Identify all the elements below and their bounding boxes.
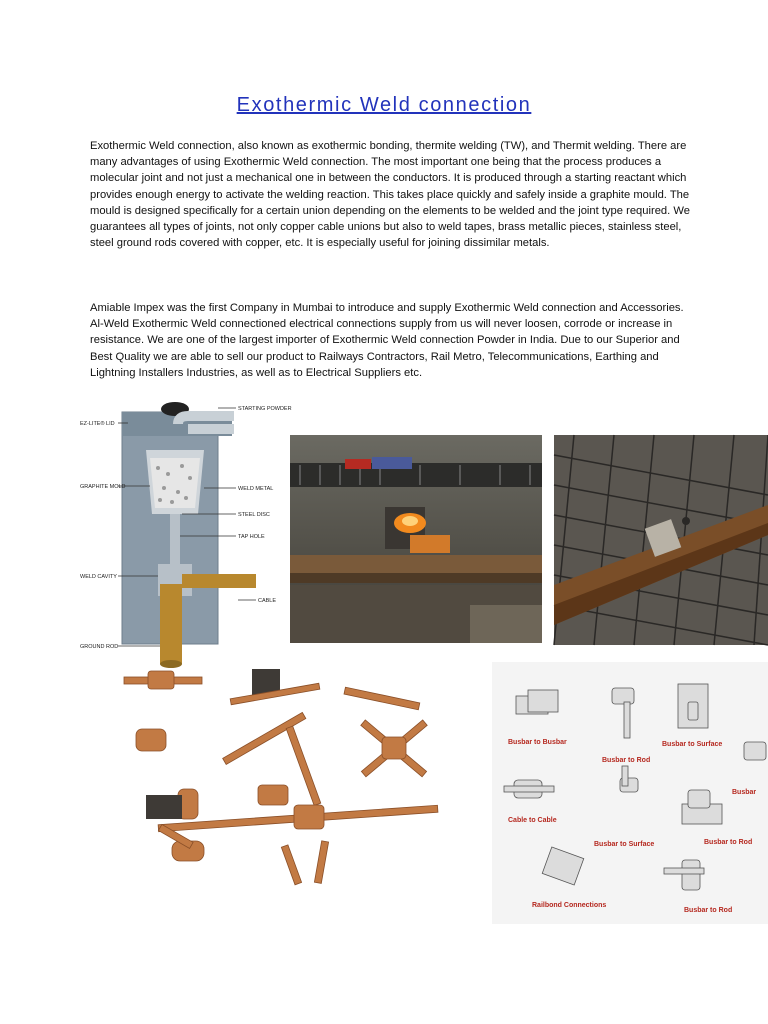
- label-ground-rod: GROUND ROD: [80, 644, 119, 650]
- label-busbar-to-surface-2: Busbar to Surface: [594, 841, 655, 848]
- label-graphite-mold: GRAPHITE MOLD: [80, 484, 126, 490]
- intro-paragraph: Exothermic Weld connection, also known as exothermic bonding, thermite welding (TW), and Thermit welding. There are many advantages of using Exothermic Weld connection. The most important one being that the process produces a molecular joint and not just a mechanical one in between the conductors. It is produced through a starting reactant which provides enough energy to activate the welding reaction. This takes place quickly and safely inside a graphite mould. The mould is designed specifically for a certain union depending on the elements to be welded and the joint type required. We guarantees all types of joints, not only copper cable unions but also to weld tapes, brass metallic pieces, stainless steel, steel ground rods covered with copper, etc. It is especially useful for joining dissimilar metals.: [90, 140, 690, 250]
- label-weld-metal: WELD METAL: [238, 486, 274, 492]
- label-weld-cavity: WELD CAVITY: [80, 574, 117, 580]
- connection-types-panel: [492, 662, 768, 924]
- label-busbar-to-rod-2: Busbar to Rod: [704, 839, 753, 846]
- label-busbar-partial: Busbar: [732, 789, 757, 796]
- label-busbar-to-busbar: Busbar to Busbar: [508, 739, 567, 746]
- label-steel-disc: STEEL DISC: [238, 512, 270, 518]
- label-lid: EZ-LITE® LID: [80, 421, 115, 427]
- label-starting-powder: STARTING POWDER: [238, 406, 292, 412]
- mold-cross-section-diagram: [78, 398, 292, 668]
- label-tap-hole: TAP HOLE: [238, 534, 265, 540]
- label-busbar-to-rod: Busbar to Rod: [602, 757, 651, 764]
- company-paragraph: Amiable Impex was the first Company in Mumbai to introduce and supply Exothermic Weld connection and Accessories. Al-Weld Exothermic Weld connectioned electrical connections supply from us will never loosen, corrode or increase in resistance. We are one of the largest importer of Exothermic Weld connection Powder in India. Due to our Superior and Best Quality we are able to sell our product to Railways Contractors, Rail Metro, Telecommunications, Earthing and Lightning Installers Industries, as well as to Electrical Suppliers etc.: [90, 302, 684, 379]
- label-cable: CABLE: [258, 598, 277, 604]
- label-busbar-to-rod-3: Busbar to Rod: [684, 907, 733, 914]
- label-cable-to-cable: Cable to Cable: [508, 817, 557, 824]
- copper-connections-photo: [118, 665, 440, 895]
- document-title: Exothermic Weld connection: [236, 94, 532, 116]
- rail-weld-joint-photo: [554, 435, 768, 645]
- label-railbond-connections: Railbond Connections: [532, 902, 607, 909]
- label-busbar-to-surface: Busbar to Surface: [662, 741, 723, 748]
- rail-welding-photo: [290, 435, 542, 643]
